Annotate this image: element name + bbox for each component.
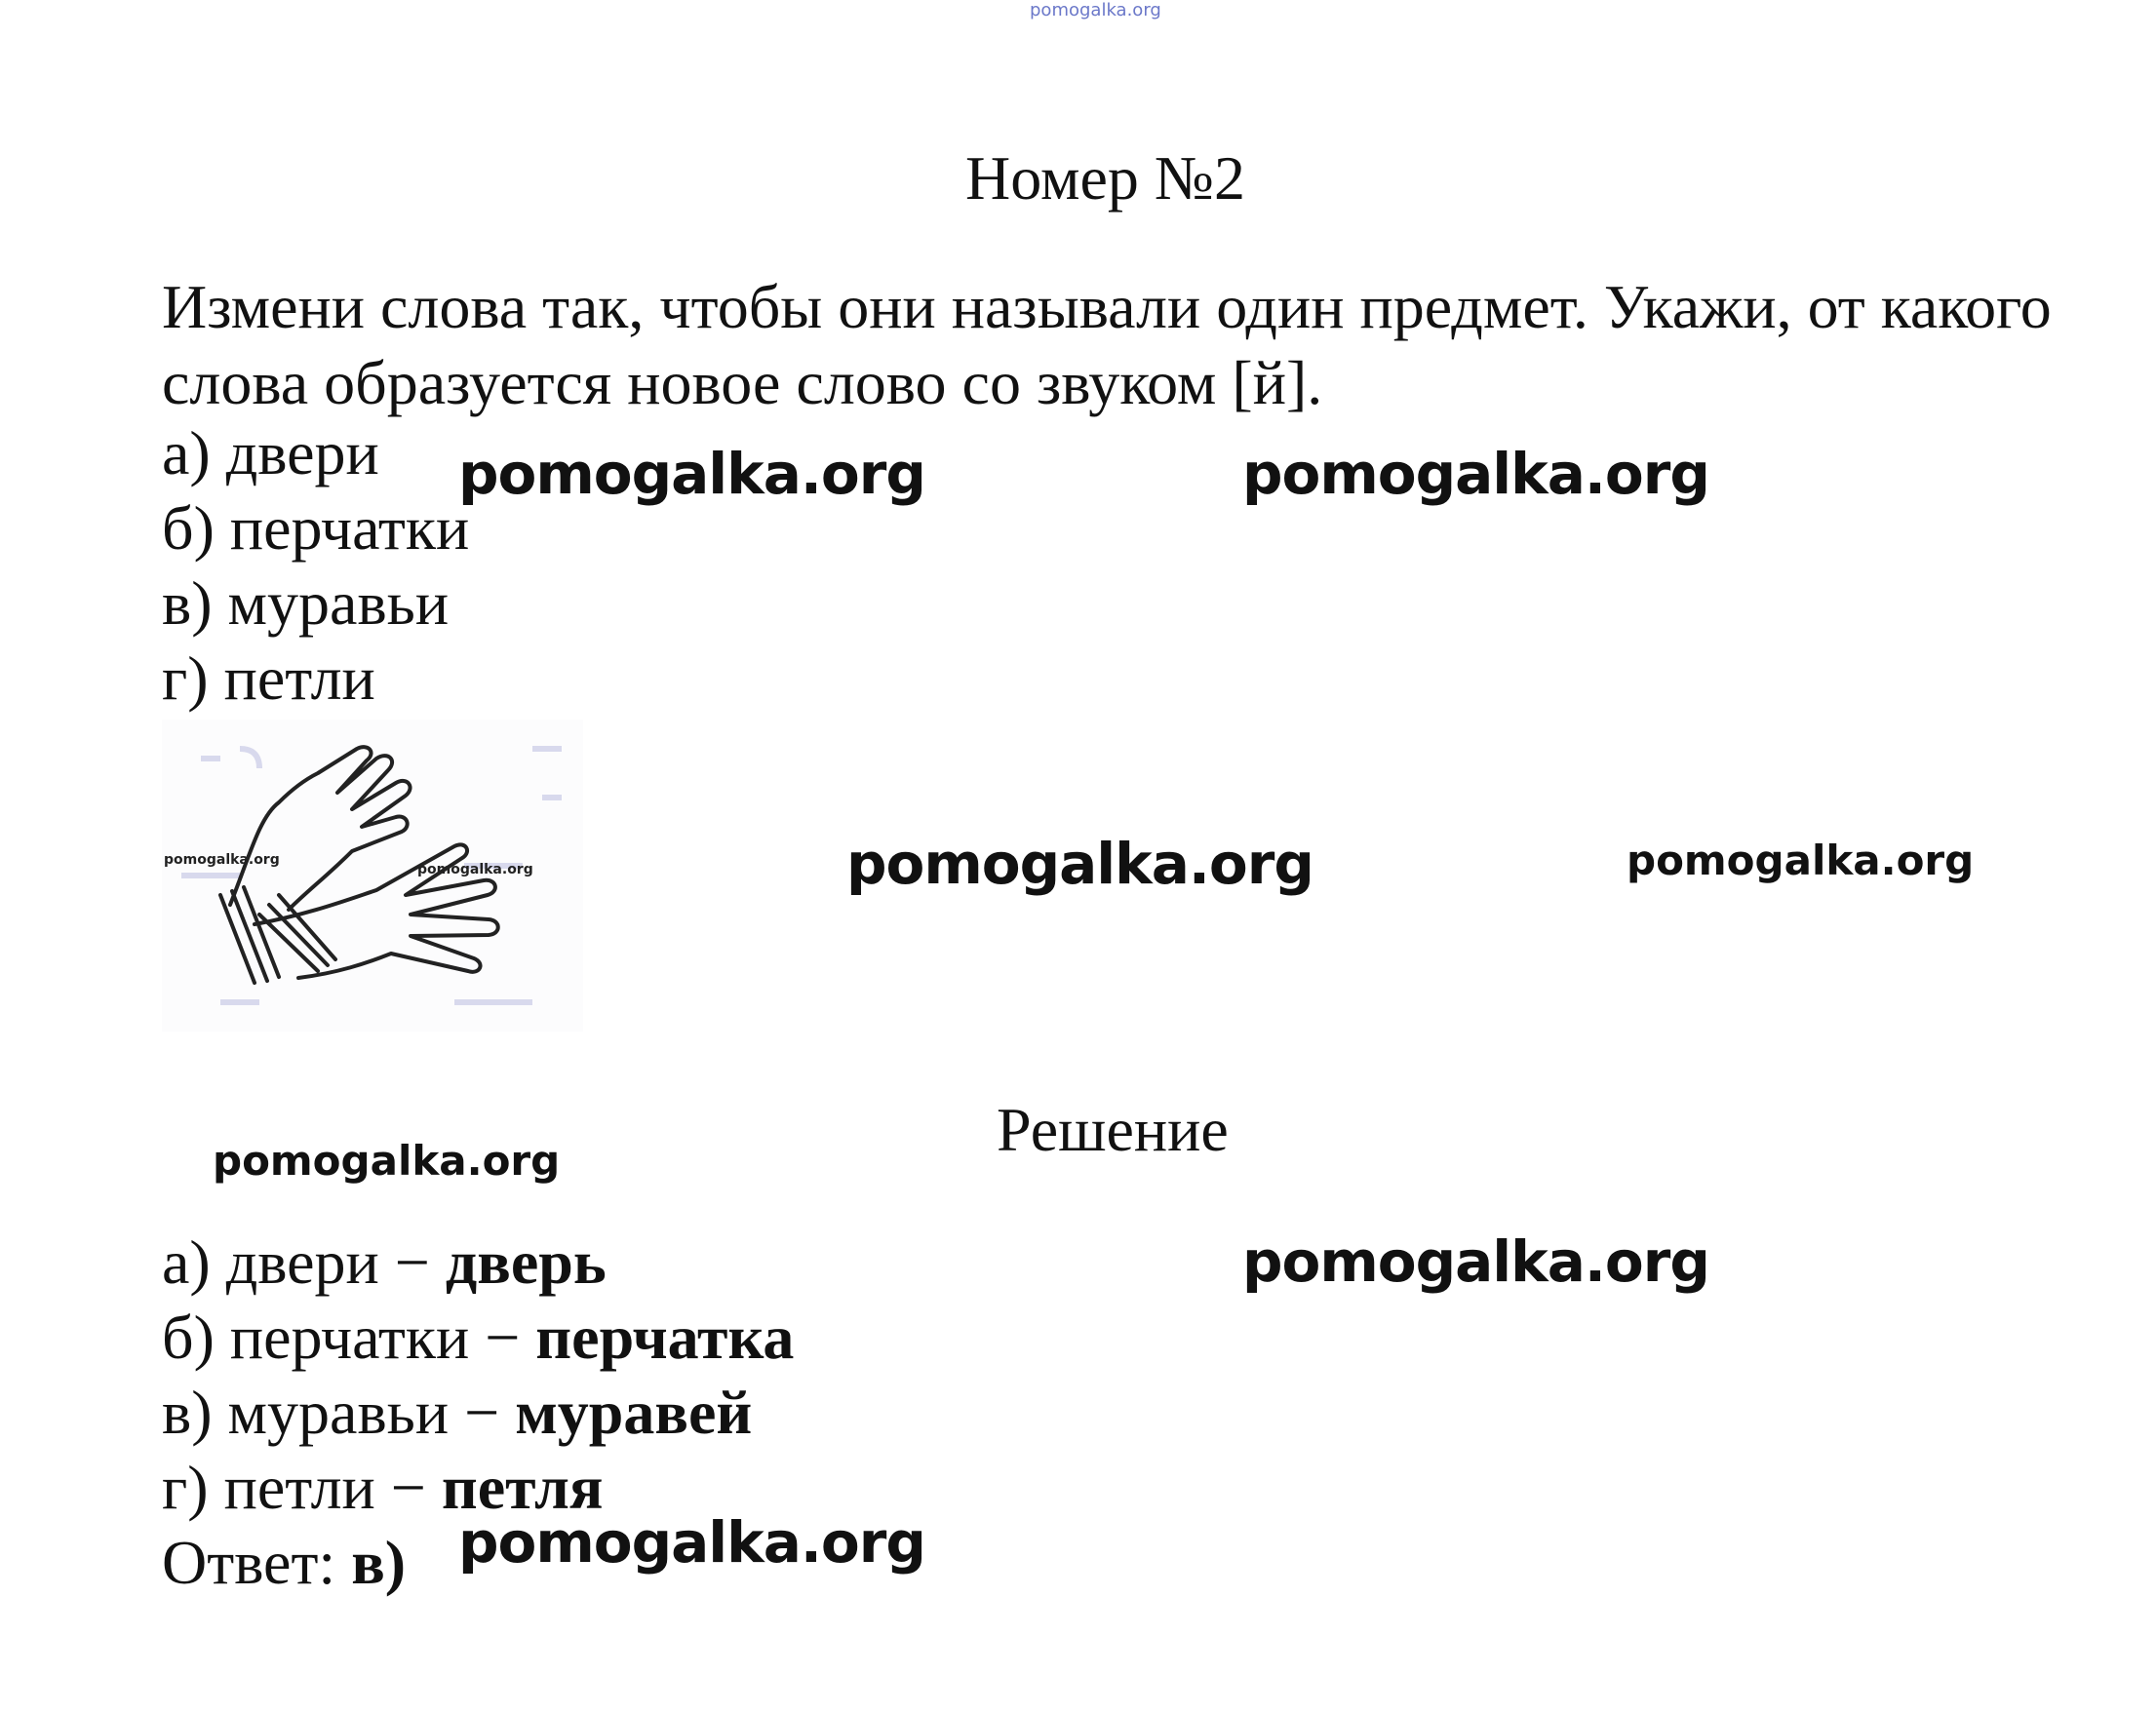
image-watermark-right: pomogalka.org (417, 862, 533, 877)
top-watermark: pomogalka.org (1030, 0, 1161, 20)
solution-b-answer: перчатка (535, 1303, 795, 1372)
solution-d-answer: петля (441, 1453, 604, 1522)
answer-value: в) (351, 1528, 407, 1597)
gloves-illustration (162, 720, 583, 1032)
solution-heading: Решение (997, 1095, 1229, 1164)
option-d: г) петли (162, 643, 375, 713)
option-b: б) перчатки (162, 493, 470, 563)
watermark-5: pomogalka.org (213, 1137, 561, 1185)
watermark-7: pomogalka.org (458, 1509, 925, 1576)
solution-c (162, 1377, 752, 1449)
watermark-1: pomogalka.org (458, 441, 925, 507)
solution-b-prefix: б) перчатки − (162, 1303, 536, 1372)
image-watermark-left: pomogalka.org (164, 852, 280, 868)
answer-line (162, 1527, 406, 1599)
option-a: а) двери (162, 418, 379, 487)
answer-label: Ответ: (162, 1528, 352, 1597)
solution-d-prefix: г) петли − (162, 1453, 442, 1522)
watermark-6: pomogalka.org (1242, 1228, 1709, 1295)
task-text: Измени слова так, чтобы они называли один предмет. Укажи, от какого слова образуется новое слово со звуком [й]. (162, 272, 2052, 417)
solution-a (162, 1227, 607, 1299)
solution-b (162, 1302, 794, 1374)
page-title: Номер №2 (965, 143, 1245, 213)
option-c: в) муравьи (162, 568, 450, 638)
solution-c-prefix: в) муравьи − (162, 1378, 516, 1447)
watermark-2: pomogalka.org (1242, 441, 1709, 507)
solution-a-answer: дверь (445, 1227, 607, 1297)
watermark-4: pomogalka.org (1627, 837, 1975, 884)
solution-a-prefix: а) двери − (162, 1227, 446, 1297)
solution-c-answer: муравей (515, 1378, 753, 1447)
watermark-3: pomogalka.org (846, 831, 1313, 897)
